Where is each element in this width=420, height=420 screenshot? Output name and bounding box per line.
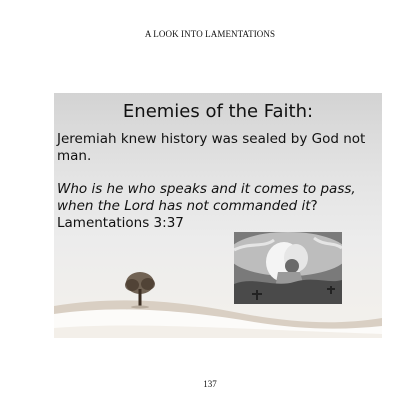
tree-icon — [122, 269, 158, 309]
slide-title: Enemies of the Faith: — [122, 101, 314, 122]
quote-reference: ? Lamentations 3:37 — [57, 198, 318, 231]
slide-body — [57, 131, 379, 232]
battle-scene-photo — [234, 232, 342, 304]
running-head: A LOOK INTO LAMENTATIONS — [144, 29, 276, 39]
page-number: 137 — [203, 379, 217, 389]
slide-quote — [57, 181, 379, 232]
slide — [54, 93, 382, 338]
quote-text: Who is he who speaks and it comes to pass, when the Lord has not commanded it — [57, 181, 356, 214]
slide-paragraph: Jeremiah knew history was sealed by God not man. — [57, 131, 366, 164]
